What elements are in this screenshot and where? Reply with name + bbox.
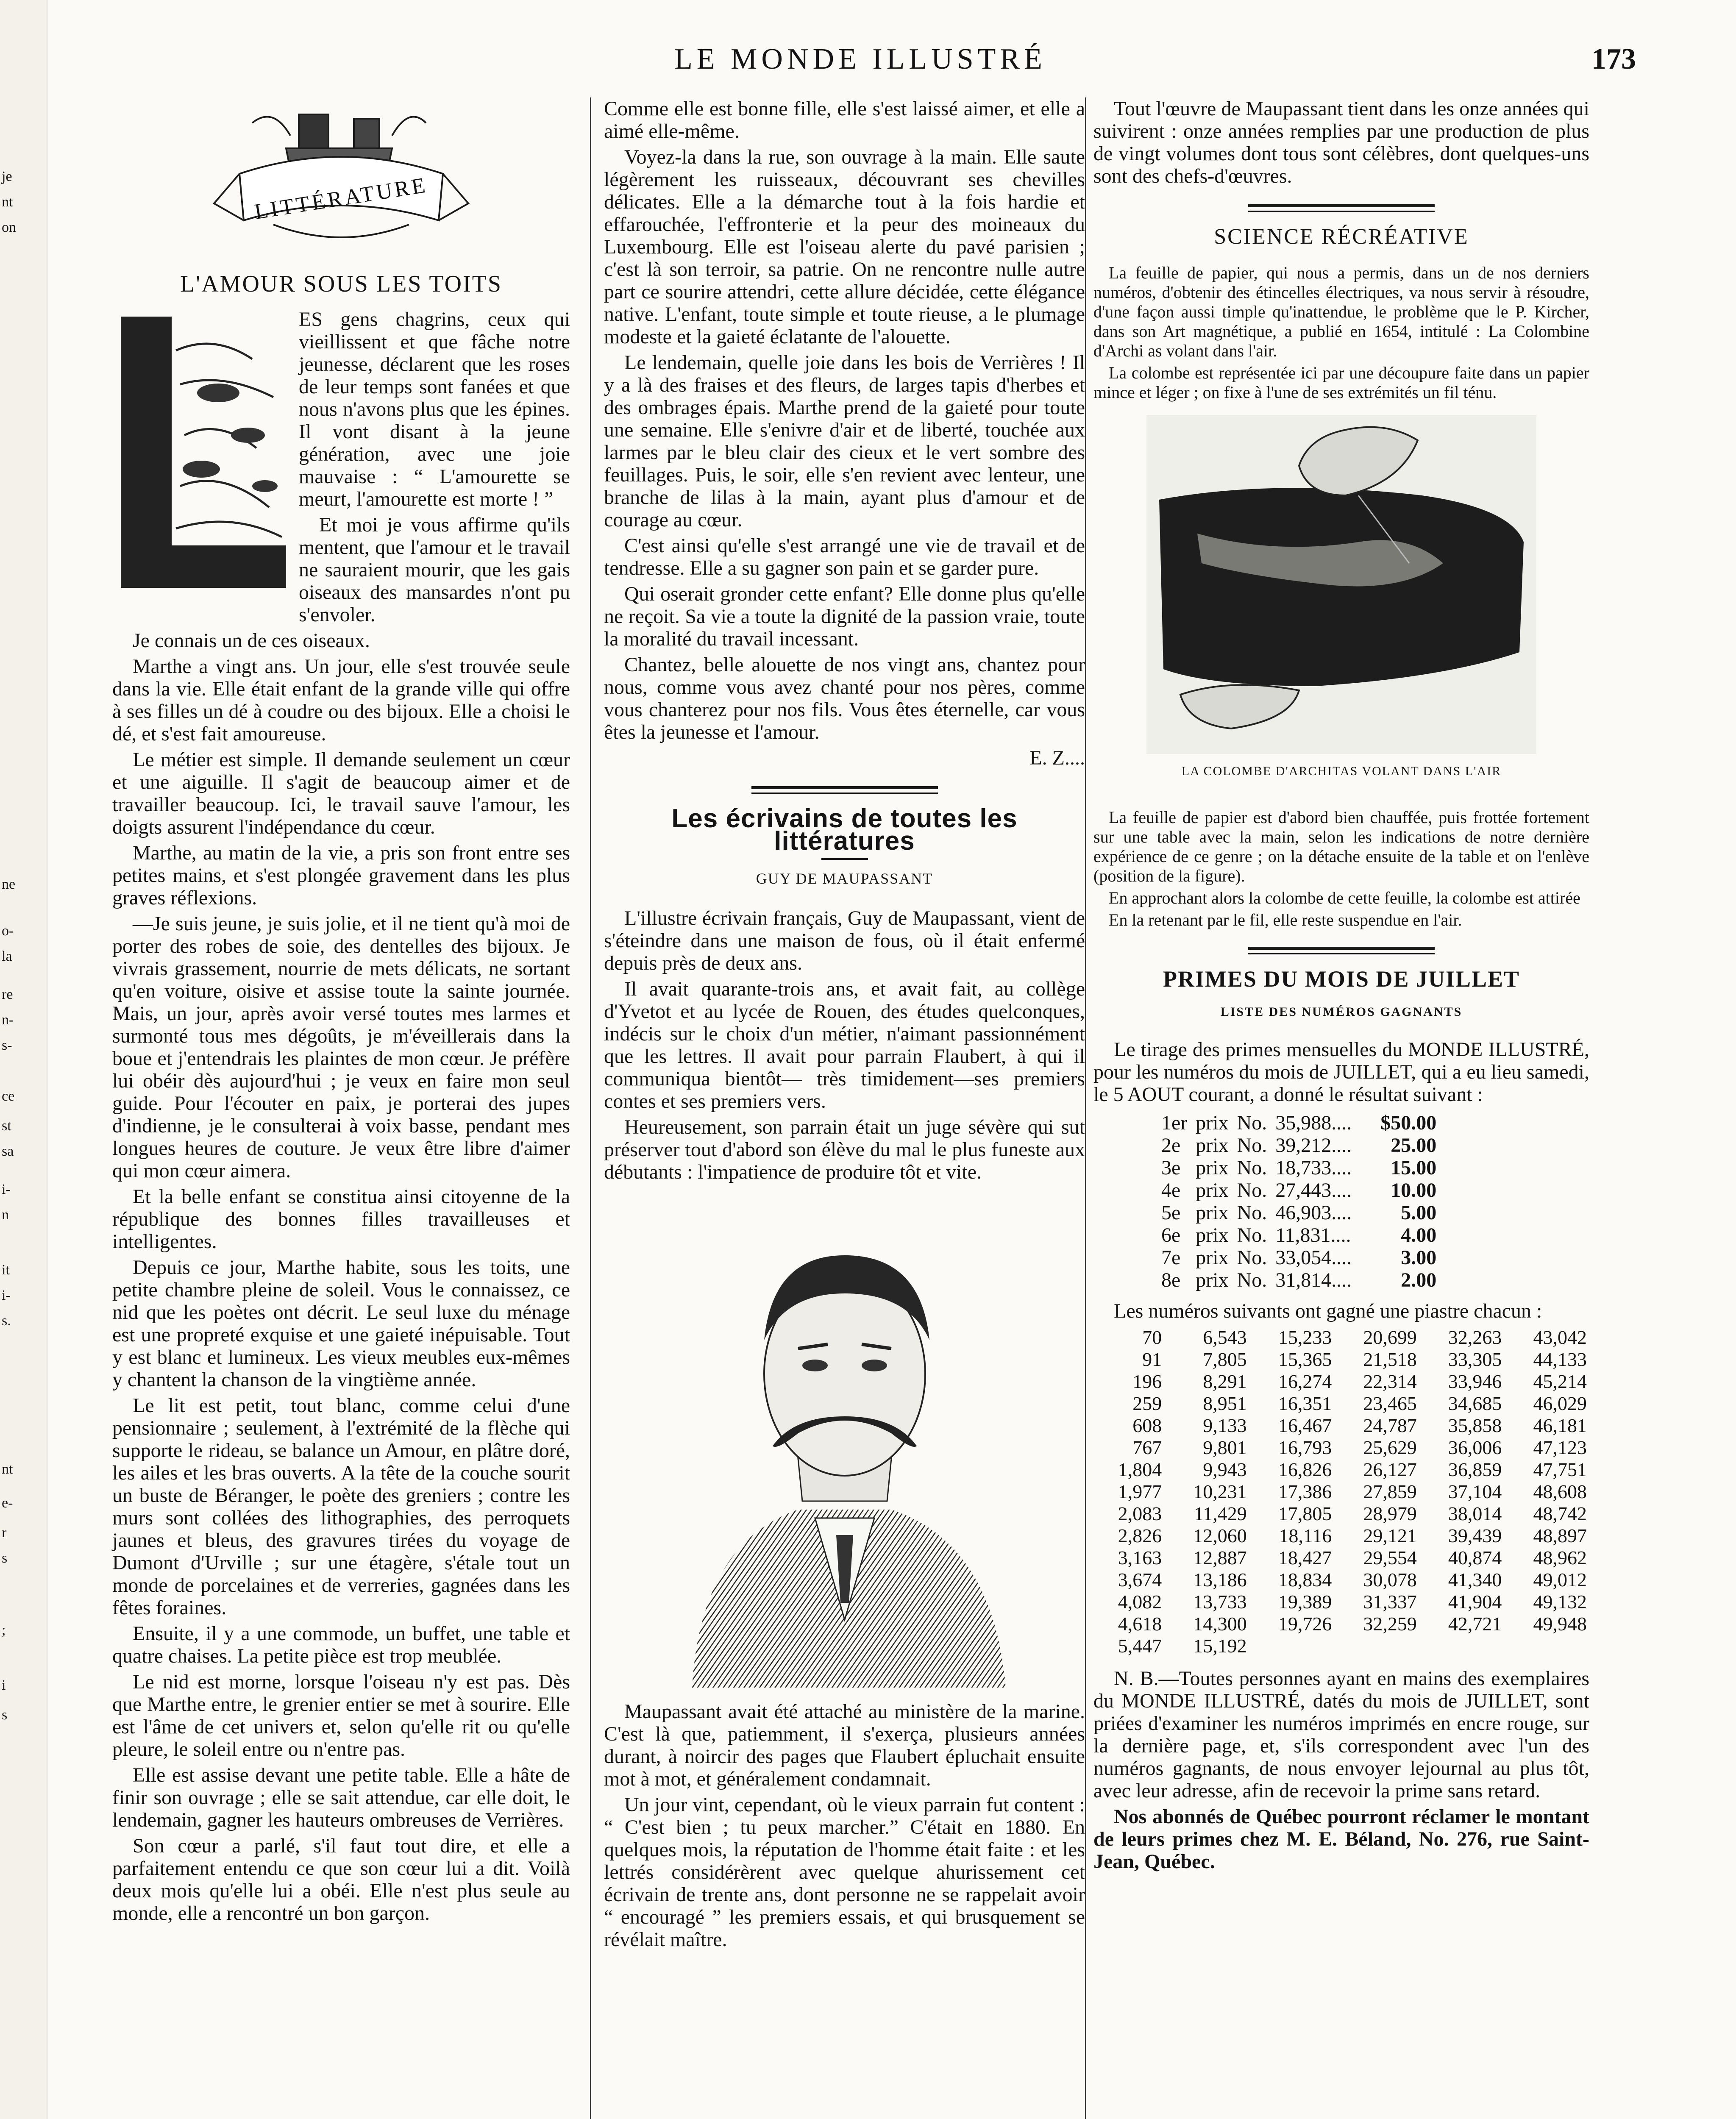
- winning-number: 46,181: [1533, 1415, 1587, 1436]
- science-title: SCIENCE RÉCRÉATIVE: [1214, 225, 1469, 249]
- prize-no: No.: [1237, 1134, 1267, 1157]
- paragraph: En approchant alors la colombe de cette feuille, la colombe est attirée: [1109, 888, 1580, 907]
- winning-number: 37,104: [1448, 1481, 1502, 1502]
- margin-fragment: la: [2, 948, 12, 964]
- winning-number: 11,429: [1194, 1503, 1247, 1524]
- prize-number: 33,054....: [1275, 1246, 1352, 1269]
- winning-number: 2,826: [1118, 1525, 1162, 1546]
- prize-amount: 3.00: [1401, 1246, 1437, 1269]
- prize-amount: 5.00: [1401, 1201, 1437, 1224]
- winning-number: 30,078: [1363, 1569, 1417, 1591]
- prize-row: [1157, 1112, 1441, 1134]
- prize-label: prix: [1196, 1112, 1229, 1134]
- margin-fragment: i-: [2, 1182, 11, 1197]
- prize-row: [1157, 1157, 1441, 1179]
- winning-number: 13,733: [1193, 1591, 1247, 1613]
- winning-number: 48,962: [1533, 1547, 1587, 1568]
- paragraph: Heureusement, son parrain était un juge sévère qui sut préserver tout d'abord son élève du mal le plus funeste aux débutants : l'impatience de produire tôt et vite.: [604, 1116, 1085, 1183]
- winning-number: 46,029: [1533, 1393, 1587, 1414]
- margin-fragment: o-: [2, 923, 14, 939]
- prize-amount: 2.00: [1401, 1269, 1437, 1291]
- margin-fragment: i: [2, 1677, 6, 1693]
- column-middle: [604, 97, 1085, 1954]
- section-divider: [1248, 204, 1435, 212]
- prize-amount: $50.00: [1380, 1112, 1437, 1134]
- winning-number: 17,805: [1278, 1503, 1332, 1524]
- winning-number: 16,351: [1278, 1393, 1332, 1414]
- prize-number: 18,733....: [1275, 1157, 1352, 1179]
- paragraph: Le métier est simple. Il demande seulement un cœur et une aiguille. Il s'agit de beaucoup aimer et de travailler beaucoup. Ici, le travail sauve l'amour, les doigts assurent l'indépendance du cœur.: [112, 748, 570, 838]
- prize-no: No.: [1237, 1269, 1267, 1291]
- winning-number: 48,608: [1533, 1481, 1587, 1502]
- prize-no: No.: [1237, 1224, 1267, 1246]
- winning-number: 12,887: [1193, 1547, 1247, 1568]
- winning-number: 2,083: [1118, 1503, 1162, 1524]
- prize-label: prix: [1196, 1134, 1229, 1157]
- winning-number: 36,859: [1448, 1459, 1502, 1480]
- short-divider: [821, 858, 868, 860]
- margin-fragment: s.: [2, 1313, 11, 1329]
- winning-number: 21,518: [1363, 1349, 1417, 1370]
- left-margin-bleed: [0, 0, 47, 2119]
- paragraph: Marthe, au matin de la vie, a pris son front entre ses petites mains, et s'est plongée gravement dans les plus graves réflexions.: [112, 842, 570, 909]
- primes-title: PRIMES DU MOIS DE JUILLET: [1163, 966, 1520, 992]
- winning-number: 70: [1142, 1326, 1162, 1348]
- margin-fragment: nt: [2, 194, 13, 210]
- margin-fragment: s-: [2, 1037, 12, 1053]
- margin-fragment: ne: [2, 876, 16, 892]
- paragraph: Comme elle est bonne fille, elle s'est laissé aimer, et elle a aimé elle-même.: [604, 97, 1085, 142]
- winning-number: 1,977: [1118, 1481, 1162, 1502]
- prize-rank: 6e: [1161, 1224, 1181, 1246]
- winning-number: 14,300: [1193, 1613, 1247, 1635]
- paragraph: Le nid est morne, lorsque l'oiseau n'y est pas. Dès que Marthe entre, le grenier entier se met à sourire. Elle est l'âme de cet univers et, selon qu'elle rit ou qu'elle pleure, le soleil entre ou n'entre pas.: [112, 1671, 570, 1760]
- nota-bene: [1093, 1667, 1589, 1873]
- prize-no: No.: [1237, 1201, 1267, 1224]
- winning-number: 10,231: [1193, 1481, 1247, 1502]
- winning-number: 8,951: [1203, 1393, 1247, 1414]
- numbers-row: [1093, 1393, 1589, 1415]
- numbers-row: [1093, 1613, 1589, 1635]
- winning-number: 15,365: [1278, 1349, 1332, 1370]
- paragraph: Maupassant avait été attaché au ministère de la marine. C'est là que, patiemment, il s'exerça, plusieurs années durant, à noircir des pages que Flaubert épluchait ensuite mot à mot, et généralement condamnait.: [604, 1700, 1085, 1790]
- winning-number: 18,116: [1279, 1525, 1332, 1546]
- winning-number: 25,629: [1363, 1437, 1417, 1458]
- winning-number: 41,904: [1448, 1591, 1502, 1613]
- winning-number: 27,859: [1363, 1481, 1417, 1502]
- margin-fragment: r: [2, 1525, 7, 1541]
- margin-fragment: sa: [2, 1143, 14, 1159]
- numbers-row: [1093, 1591, 1589, 1613]
- winning-number: 19,726: [1278, 1613, 1332, 1635]
- prize-no: No.: [1237, 1112, 1267, 1134]
- margin-fragment: n-: [2, 1012, 14, 1028]
- prize-label: prix: [1196, 1179, 1229, 1201]
- winning-number: 39,439: [1448, 1525, 1502, 1546]
- paragraph: L'illustre écrivain français, Guy de Maupassant, vient de s'éteindre dans une maison de fous, où il était enfermé depuis près de deux ans.: [604, 907, 1085, 974]
- numbers-row: [1093, 1547, 1589, 1569]
- paragraph: La feuille de papier, qui nous a permis, dans un de nos derniers numéros, d'obtenir des étincelles électriques, va nous servir à résoudre, d'une façon aussi timple qu'inattendue, le problème que le P. Kircher, dans son Art magnétique, a publié en 1654, intitulé : La Colombine d'Archi as volant dans l'air.: [1093, 263, 1589, 360]
- column-rule-1: [590, 97, 591, 2119]
- winning-number: 16,793: [1278, 1437, 1332, 1458]
- winning-number: 259: [1132, 1393, 1162, 1414]
- numbers-row: [1093, 1459, 1589, 1481]
- prize-row: [1157, 1179, 1441, 1201]
- winning-number: 32,259: [1363, 1613, 1417, 1635]
- paragraph: Chantez, belle alouette de nos vingt ans, chantez pour nous, comme vous avez chanté pour nos pères, comme vous chanterez pour nos fils. Vous êtes éternelle, car vous êtes la jeunesse et l'amour.: [604, 653, 1085, 743]
- winning-number: [1249, 1635, 1335, 1657]
- column-right: [1093, 97, 1589, 1876]
- prize-rank: 7e: [1161, 1246, 1181, 1269]
- winning-number: 9,133: [1203, 1415, 1247, 1436]
- paragraph: —Je suis jeune, je suis jolie, et il ne tient qu'à moi de porter des robes de soie, des dentelles des bijoux. Je vivrais grassement, nourrie de mets délicats, ne sortant qu'en voiture, oisive et assise toute la sainte journée. Mais, un jour, après avoir versé toutes mes larmes et surmonté tous mes dégoûts, je m'éveillerais dans la boue et j'entendrais les plaintes de mon cœur. Je préfère lui obéir dès aujourd'hui ; je veux en faire mon seul guide. Pour l'écouter en paix, je porterai des jupes d'indienne, je le consulterai à voix basse, pendant mes longues heures de couture. Je veux être libre d'aimer qui mon cœur aimera.: [112, 912, 570, 1182]
- prize-row: [1157, 1269, 1441, 1291]
- winning-number: 1,804: [1118, 1459, 1162, 1480]
- winning-number: 196: [1132, 1371, 1162, 1392]
- drop-cap-illustration: [112, 308, 290, 605]
- winning-number: 15,192: [1193, 1635, 1247, 1657]
- margin-fragment: i-: [2, 1288, 11, 1303]
- winning-number: 48,742: [1533, 1503, 1587, 1524]
- margin-fragment: ce: [2, 1088, 15, 1104]
- winning-number: 18,834: [1278, 1569, 1332, 1591]
- paragraph: Marthe a vingt ans. Un jour, elle s'est trouvée seule dans la vie. Elle était enfant de la grande ville qui offre à ses filles un dé à coudre ou des bijoux. Elle a choisi le dé, et s'est fait amoureuse.: [112, 655, 570, 745]
- paragraph: Tout l'œuvre de Maupassant tient dans les onze années qui suivirent : onze années remplies par une production de plus de vingt volumes dont tous sont célèbres, dont quelques-uns sont des chefs-d'œuvres.: [1093, 97, 1589, 187]
- winning-number: 31,337: [1363, 1591, 1417, 1613]
- winning-number: 42,721: [1448, 1613, 1502, 1635]
- winning-number: 13,186: [1193, 1569, 1247, 1591]
- winning-number: 28,979: [1363, 1503, 1417, 1524]
- prize-no: No.: [1237, 1246, 1267, 1269]
- paragraph: C'est ainsi qu'elle s'est arrangé une vie de travail et de tendresse. Elle a su gagner son pain et se garder pure.: [604, 534, 1085, 579]
- prize-label: prix: [1196, 1224, 1229, 1246]
- numbers-row: [1093, 1371, 1589, 1393]
- quebec-notice: Nos abonnés de Québec pourront réclamer le montant de leurs primes chez M. E. Béland, No. 276, rue Saint-Jean, Québec.: [1093, 1805, 1589, 1873]
- prize-number: 11,831....: [1275, 1224, 1351, 1246]
- winning-numbers-table: [1093, 1326, 1589, 1657]
- winning-number: 8,291: [1203, 1371, 1247, 1392]
- prize-rank: 8e: [1161, 1269, 1181, 1291]
- science-after-text: [1093, 808, 1589, 930]
- prize-number: 39,212....: [1275, 1134, 1352, 1157]
- paragraph: Je connais un de ces oiseaux.: [133, 629, 370, 652]
- winning-number: 48,897: [1533, 1525, 1587, 1546]
- winning-number: 9,943: [1203, 1459, 1247, 1480]
- winning-number: 767: [1132, 1437, 1162, 1458]
- winning-number: 4,082: [1118, 1591, 1162, 1613]
- prize-number: 31,814....: [1275, 1269, 1352, 1291]
- prize-label: prix: [1196, 1269, 1229, 1291]
- section-divider: [1248, 947, 1435, 954]
- section-subhead: GUY DE MAUPASSANT: [756, 870, 933, 887]
- paragraph: Qui oserait gronder cette enfant? Elle donne plus qu'elle ne reçoit. Sa vie a toute la dignité de la passion vraie, toute la moralité du travail incessant.: [604, 583, 1085, 650]
- paragraph: En la retenant par le fil, elle reste suspendue en l'air.: [1109, 910, 1462, 929]
- winning-number: 49,132: [1533, 1591, 1587, 1613]
- paragraph: Le lit est petit, tout blanc, comme celui d'une pensionnaire ; seulement, à l'extrémité de la flèche qui supporte le rideau, se balance un Amour, en plâtre doré, les ailes et les bras ouverts. A la tête de la couche sourit un buste de Béranger, le poète des greniers ; contre les murs sont collées des lithographies, des perroquets jaunes et bleus, des gravures tirées du voyage de Dumont d'Urville ; sur une étagère, s'étale tout un monde de porcelaines et de verreries, gagnées dans les fêtes foraines.: [112, 1394, 570, 1619]
- winning-number: 26,127: [1363, 1459, 1417, 1480]
- maupassant-portrait: [658, 1196, 1031, 1688]
- margin-fragment: on: [2, 220, 16, 235]
- winning-number: 20,699: [1363, 1326, 1417, 1348]
- winning-number: 45,214: [1533, 1371, 1587, 1392]
- margin-fragment: n: [2, 1207, 9, 1223]
- nb-paragraph: N. B.—Toutes personnes ayant en mains des exemplaires du MONDE ILLUSTRÉ, datés du mois de JUILLET, sont priées d'examiner les numéros imprimés en encre rouge, sur la dernière page, et, s'ils correspondent avec l'un des numéros gagnants, de nous envoyer lejournal au plus tôt, avec leur adresse, afin de recevoir la prime sans retard.: [1093, 1667, 1589, 1802]
- margin-fragment: re: [2, 987, 13, 1002]
- winning-number: 16,467: [1278, 1415, 1332, 1436]
- margin-fragment: it: [2, 1262, 10, 1278]
- winning-number: [1504, 1635, 1589, 1657]
- margin-fragment: s: [2, 1550, 8, 1566]
- winning-number: 35,858: [1448, 1415, 1502, 1436]
- winning-number: 6,543: [1203, 1326, 1247, 1348]
- prize-number: 35,988....: [1275, 1112, 1352, 1134]
- prize-row: [1157, 1201, 1441, 1224]
- margin-fragment: je: [2, 169, 12, 184]
- section-divider: [751, 786, 938, 794]
- winning-number: 47,123: [1533, 1437, 1587, 1458]
- winning-number: 608: [1132, 1415, 1162, 1436]
- winning-number: 17,386: [1278, 1481, 1332, 1502]
- numbers-row: [1093, 1481, 1589, 1503]
- paragraph: ES gens chagrins, ceux qui vieillissent et que fâche notre jeunesse, déclarent que les roses de leur temps sont fanées et que nous n'avons plus que les épines. Il vont disant à la jeune génération, avec une joie mauvaise : “ L'amourette se meurt, l'amourette est morte ! ”: [299, 308, 570, 510]
- signature: E. Z....: [1029, 747, 1085, 769]
- winning-number: [1334, 1635, 1419, 1657]
- winning-number: 16,826: [1278, 1459, 1332, 1480]
- margin-fragment: nt: [2, 1461, 13, 1477]
- winning-number: 33,946: [1448, 1371, 1502, 1392]
- winning-number: 44,133: [1533, 1349, 1587, 1370]
- litterature-banner: [189, 97, 494, 263]
- prize-amount: 4.00: [1401, 1224, 1437, 1246]
- winning-number: 32,263: [1448, 1326, 1502, 1348]
- numbers-row: [1093, 1349, 1589, 1371]
- paragraph: Et la belle enfant se constitua ainsi citoyenne de la république des bonnes filles travailleuses et intelligentes.: [112, 1185, 570, 1253]
- paragraph: Son cœur a parlé, s'il faut tout dire, et elle a parfaitement entendu ce que son cœur lui a dit. Voilà deux mois qu'elle lui a obéi. Elle n'est plus seule au monde, elle a rencontré un bon garçon.: [112, 1835, 570, 1924]
- column-litterature: [112, 97, 570, 1928]
- winning-number: 9,801: [1203, 1437, 1247, 1458]
- numbers-row: [1093, 1525, 1589, 1547]
- numbers-row: [1093, 1503, 1589, 1525]
- winning-number: 3,163: [1118, 1547, 1162, 1568]
- winning-number: 16,274: [1278, 1371, 1332, 1392]
- paragraph: Le lendemain, quelle joie dans les bois de Verrières ! Il y a là des fraises et des fleurs, de larges tapis d'herbes et des ombrages épais. Marthe prend de la gaieté pour toute une semaine. Elle s'enivre d'air et de liberté, touchée aux larmes par le bleu clair des cieux et le vert sombre des feuillages. Puis, le soir, elle s'en revient avec lenteur, une branche de lilas à la main, ayant plus d'amour et de courage au cœur.: [604, 351, 1085, 531]
- prize-number: 27,443....: [1275, 1179, 1352, 1201]
- winning-number: 12,060: [1193, 1525, 1247, 1546]
- winning-number: 4,618: [1118, 1613, 1162, 1635]
- banner-title: LITTÉRATURE: [253, 173, 429, 224]
- prize-row: [1157, 1246, 1441, 1269]
- winning-number: 91: [1142, 1349, 1162, 1370]
- prize-no: No.: [1237, 1157, 1267, 1179]
- winning-number: 18,427: [1278, 1547, 1332, 1568]
- numbers-row: [1093, 1326, 1589, 1349]
- article-title: L'AMOUR SOUS LES TOITS: [180, 271, 503, 297]
- prize-label: prix: [1196, 1246, 1229, 1269]
- prize-amount: 15.00: [1391, 1157, 1437, 1179]
- paragraph: La colombe est représentée ici par une découpure faite dans un papier mince et léger ; on fixe à l'une de ses extrémités un fil ténu.: [1093, 363, 1589, 402]
- prize-row: [1157, 1134, 1441, 1157]
- winning-number: 38,014: [1448, 1503, 1502, 1524]
- prize-label: prix: [1196, 1157, 1229, 1179]
- prize-rank: 4e: [1161, 1179, 1181, 1201]
- winning-number: 40,874: [1448, 1547, 1502, 1568]
- prize-rank: 3e: [1161, 1157, 1181, 1179]
- colombe-figure: [1146, 415, 1536, 754]
- column-rule-2: [1085, 97, 1086, 2119]
- winning-number: 7,805: [1203, 1349, 1247, 1370]
- numbers-intro: Les numéros suivants ont gagné une piastre chacun :: [1114, 1300, 1542, 1322]
- numbers-row: [1093, 1437, 1589, 1459]
- winning-number: 5,447: [1118, 1635, 1162, 1657]
- prize-number: 46,903....: [1275, 1201, 1352, 1224]
- primes-subtitle: LISTE DES NUMÉROS GAGNANTS: [1220, 1005, 1463, 1019]
- winning-number: 24,787: [1363, 1415, 1417, 1436]
- margin-fragment: s: [2, 1707, 8, 1723]
- prize-amount: 25.00: [1391, 1134, 1437, 1157]
- paragraph: Depuis ce jour, Marthe habite, sous les toits, une petite chambre pleine de soleil. Vous le connaissez, ce nid que les poètes ont décrit. Le seul luxe du ménage est une propreté exquise et une gaieté inépuisable. Tout y est blanc et lumineux. Les vieux meubles eux-mêmes y chantent la chanson de la vingtième année.: [112, 1256, 570, 1391]
- paragraph: Et moi je vous affirme qu'ils mentent, que l'amour et le travail ne sauraient mourir, que les gais oiseaux des mansardes n'ont pu s'envoler.: [299, 514, 570, 626]
- paragraph: Il avait quarante-trois ans, et avait fait, au collège d'Yvetot et au lycée de Rouen, des études quelconques, indécis sur le choix d'un métier, n'aimant passionnément que les lettres. Il avait pour parrain Flaubert, à qui il communiqua bientôt— très timidement—ses premiers contes et ses premiers vers.: [604, 978, 1085, 1112]
- numbers-row: [1093, 1569, 1589, 1591]
- winning-number: 23,465: [1363, 1393, 1417, 1414]
- winning-number: 36,006: [1448, 1437, 1502, 1458]
- masthead: LE MONDE ILLUSTRÉ: [674, 43, 1046, 75]
- prize-row: [1157, 1224, 1441, 1246]
- prize-no: No.: [1237, 1179, 1267, 1201]
- prize-label: prix: [1196, 1201, 1229, 1224]
- winning-number: 29,121: [1363, 1525, 1417, 1546]
- science-text: [1093, 263, 1589, 402]
- paragraph: Voyez-la dans la rue, son ouvrage à la main. Elle saute légèrement les ruisseaux, découvrant ses chevilles délicates. Elle a la démarche tout à la fois hardie et effarouchée, l'effronterie et la peur des moineaux du Luxembourg. Elle est l'oiseau alerte du pavé parisien ; c'est là son terroir, sa patrie. On ne rencontre nulle autre part ce sourire attendri, cette allure décidée, cette élégance native. L'enfant, toute simple et toute rieuse, a le plumage modeste et la gaieté éclatante de l'alouette.: [604, 146, 1085, 348]
- winning-number: 3,674: [1118, 1569, 1162, 1591]
- margin-fragment: st: [2, 1118, 11, 1134]
- paragraph: Ensuite, il y a une commode, un buffet, une table et quatre chaises. La petite pièce est trop meublée.: [112, 1622, 570, 1667]
- paragraph: Un jour vint, cependant, où le vieux parrain fut content : “ C'est bien ; tu peux marcher.” C'était en 1880. En quelques mois, la réputation de l'homme était faite : et les lettrés considérèrent avec quelque ahurissement cet écrivain de trente ans, dont personne ne se rappelait avoir “ encouragé ” les premiers essais, et qui brusquement se révélait maître.: [604, 1794, 1085, 1951]
- numbers-row: [1093, 1635, 1589, 1657]
- prize-amount: 10.00: [1391, 1179, 1437, 1201]
- winning-number: 47,751: [1533, 1459, 1587, 1480]
- prize-rank: 2e: [1161, 1134, 1181, 1157]
- winning-number: 15,233: [1278, 1326, 1332, 1348]
- winning-number: 49,012: [1533, 1569, 1587, 1591]
- prize-rank: 5e: [1161, 1201, 1181, 1224]
- margin-fragment: e-: [2, 1495, 13, 1511]
- prize-table: [1157, 1112, 1441, 1291]
- page-header: [85, 42, 1636, 76]
- margin-fragment: ;: [2, 1622, 6, 1638]
- winning-number: 22,314: [1363, 1371, 1417, 1392]
- winning-number: 41,340: [1448, 1569, 1502, 1591]
- paragraph: Elle est assise devant une petite table. Elle a hâte de finir son ouvrage ; elle se sait attendue, car elle doit, le lendemain, gagner les hauteurs ombreuses de Verrières.: [112, 1764, 570, 1831]
- page-number: 173: [1591, 43, 1636, 75]
- prize-rank: 1er: [1161, 1112, 1188, 1134]
- numbers-row: [1093, 1415, 1589, 1437]
- winning-number: 49,948: [1533, 1613, 1587, 1635]
- primes-intro: Le tirage des primes mensuelles du MONDE ILLUSTRÉ, pour les numéros du mois de JUILLET, qui a eu lieu samedi, le 5 AOUT courant, a donné le résultat suivant :: [1093, 1038, 1589, 1106]
- winning-number: 43,042: [1533, 1326, 1587, 1348]
- winning-number: [1419, 1635, 1505, 1657]
- winning-number: 34,685: [1448, 1393, 1502, 1414]
- section-title: Les écrivains de toutes les littératures: [671, 804, 1018, 856]
- winning-number: 33,305: [1448, 1349, 1502, 1370]
- winning-number: 19,389: [1278, 1591, 1332, 1613]
- paragraph: La feuille de papier est d'abord bien chauffée, puis frottée fortement sur une table avec la main, selon les indications de notre dernière expérience de ce genre ; on la détache ensuite de la table et on l'enlève (position de la figure).: [1093, 808, 1589, 885]
- figure-caption: LA COLOMBE D'ARCHITAS VOLANT DANS L'AIR: [1181, 764, 1502, 778]
- winning-number: 29,554: [1363, 1547, 1417, 1568]
